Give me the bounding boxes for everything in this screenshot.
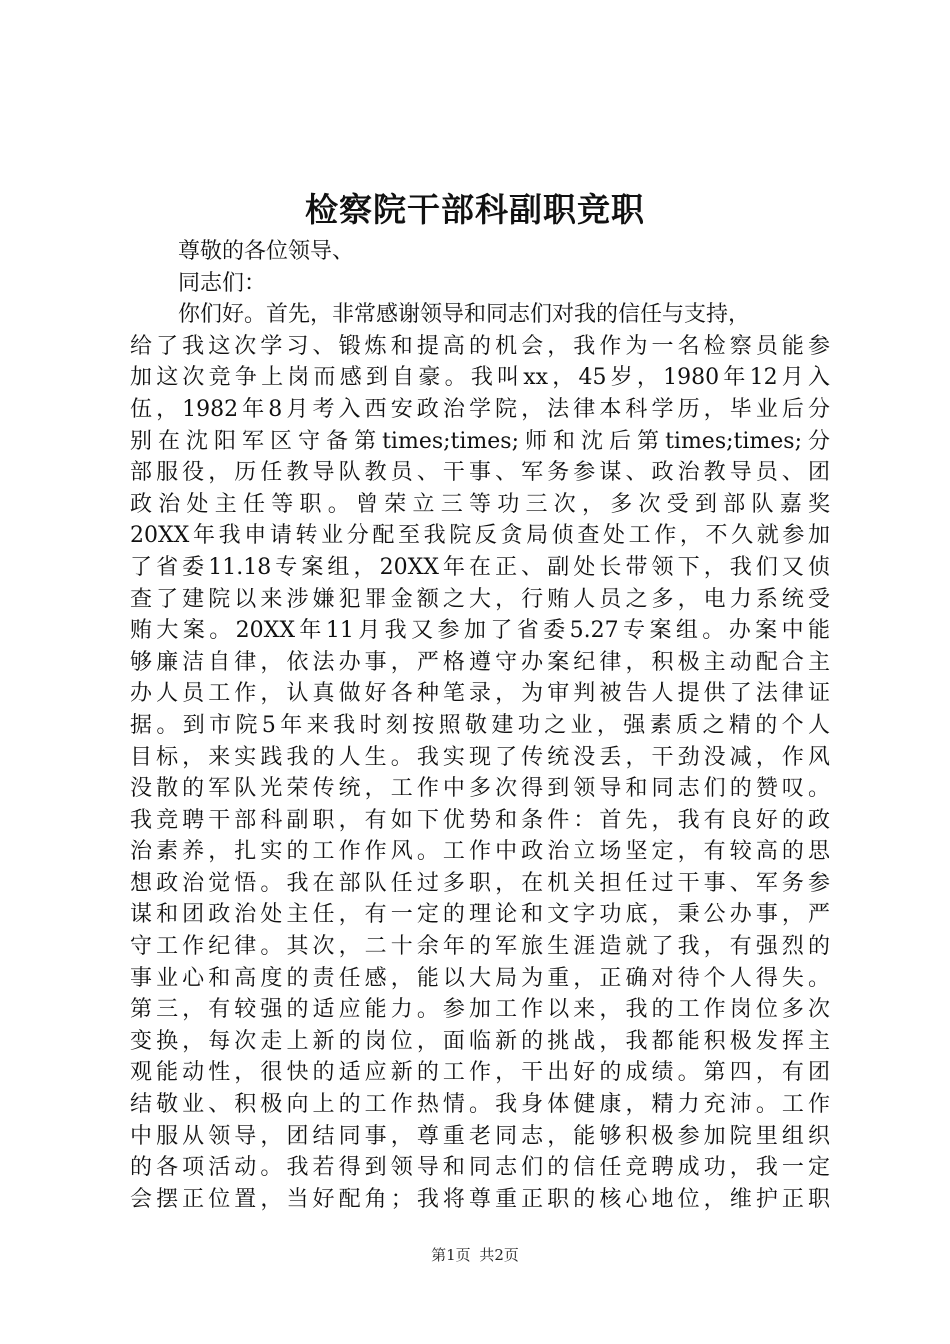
page-number: 第1页 bbox=[431, 1246, 471, 1264]
paragraph-line: 第三，有较强的适应能力。参加工作以来，我的工作岗位多次 bbox=[130, 997, 830, 1023]
paragraph-line: 会摆正位置，当好配角；我将尊重正职的核心地位，维护正职 bbox=[130, 1186, 830, 1212]
salutation-line-1: 尊敬的各位领导、 bbox=[178, 239, 355, 264]
paragraph-line: 政治处主任等职。曾荣立三等功三次，多次受到部队嘉奖 bbox=[130, 491, 830, 517]
paragraph-line: 办人员工作，认真做好各种笔录，为审判被告人提供了法律证 bbox=[130, 681, 830, 707]
paragraph-line: 的各项活动。我若得到领导和同志们的信任竞聘成功，我一定 bbox=[130, 1155, 830, 1181]
paragraph-line: 没散的军队光荣传统，工作中多次得到领导和同志们的赞叹。 bbox=[130, 776, 830, 802]
paragraph-line: 你们好。首先，非常感谢领导和同志们对我的信任与支持， bbox=[178, 302, 751, 328]
page-total: 共2页 bbox=[479, 1246, 519, 1264]
paragraph-line: 20XX年我申请转业分配至我院反贪局侦查处工作，不久就参加 bbox=[130, 523, 830, 549]
paragraph-line: 够廉洁自律，依法办事，严格遵守办案纪律，积极主动配合主 bbox=[130, 649, 830, 675]
paragraph-line: 治素养，扎实的工作作风。工作中政治立场坚定，有较高的思 bbox=[130, 839, 830, 865]
paragraph-line: 目标，来实践我的人生。我实现了传统没丢，干劲没减，作风 bbox=[130, 744, 830, 770]
paragraph-line: 查了建院以来涉嫌犯罪金额之大，行贿人员之多，电力系统受 bbox=[130, 586, 830, 612]
paragraph-line: 变换，每次走上新的岗位，面临新的挑战，我都能积极发挥主 bbox=[130, 1028, 830, 1054]
paragraph-line: 结敬业、积极向上的工作热情。我身体健康，精力充沛。工作 bbox=[130, 1092, 830, 1118]
paragraph-line: 贿大案。20XX年11月我又参加了省委5.27专案组。办案中能 bbox=[130, 618, 830, 644]
paragraph-line: 伍，1982年8月考入西安政治学院，法律本科学历，毕业后分 bbox=[130, 396, 830, 422]
paragraph-line: 给了我这次学习、锻炼和提高的机会，我作为一名检察员能参 bbox=[130, 333, 830, 359]
paragraph-line: 中服从领导，团结同事，尊重老同志，能够积极参加院里组织 bbox=[130, 1123, 830, 1149]
paragraph-line: 观能动性，很快的适应新的工作，干出好的成绩。第四，有团 bbox=[130, 1060, 830, 1086]
paragraph-line: 想政治觉悟。我在部队任过多职，在机关担任过干事、军务参 bbox=[130, 870, 830, 896]
paragraph-line: 据。到市院5年来我时刻按照敬建功之业，强素质之精的个人 bbox=[130, 712, 830, 738]
paragraph-line: 加这次竞争上岗而感到自豪。我叫xx，45岁，1980年12月入 bbox=[130, 365, 830, 391]
document-title: 检察院干部科副职竞职 bbox=[305, 190, 645, 229]
paragraph-line: 部服役，历任教导队教员、干事、军务参谋、政治教导员、团 bbox=[130, 460, 830, 486]
paragraph-line: 别在沈阳军区守备第times;times;师和沈后第times;times;分 bbox=[130, 428, 830, 454]
paragraph-line: 守工作纪律。其次，二十余年的军旅生涯造就了我，有强烈的 bbox=[130, 934, 830, 960]
paragraph-line: 我竞聘干部科副职，有如下优势和条件：首先，我有良好的政 bbox=[130, 807, 830, 833]
document-body bbox=[130, 236, 830, 1215]
paragraph-line: 事业心和高度的责任感，能以大局为重，正确对待个人得失。 bbox=[130, 965, 830, 991]
paragraph-line: 谋和团政治处主任，有一定的理论和文字功底，秉公办事，严 bbox=[130, 902, 830, 928]
page-footer bbox=[0, 1245, 950, 1265]
salutation-line-2: 同志们： bbox=[178, 270, 267, 296]
paragraph-line: 了省委11.18专案组，20XX年在正、副处长带领下，我们又侦 bbox=[130, 554, 830, 580]
